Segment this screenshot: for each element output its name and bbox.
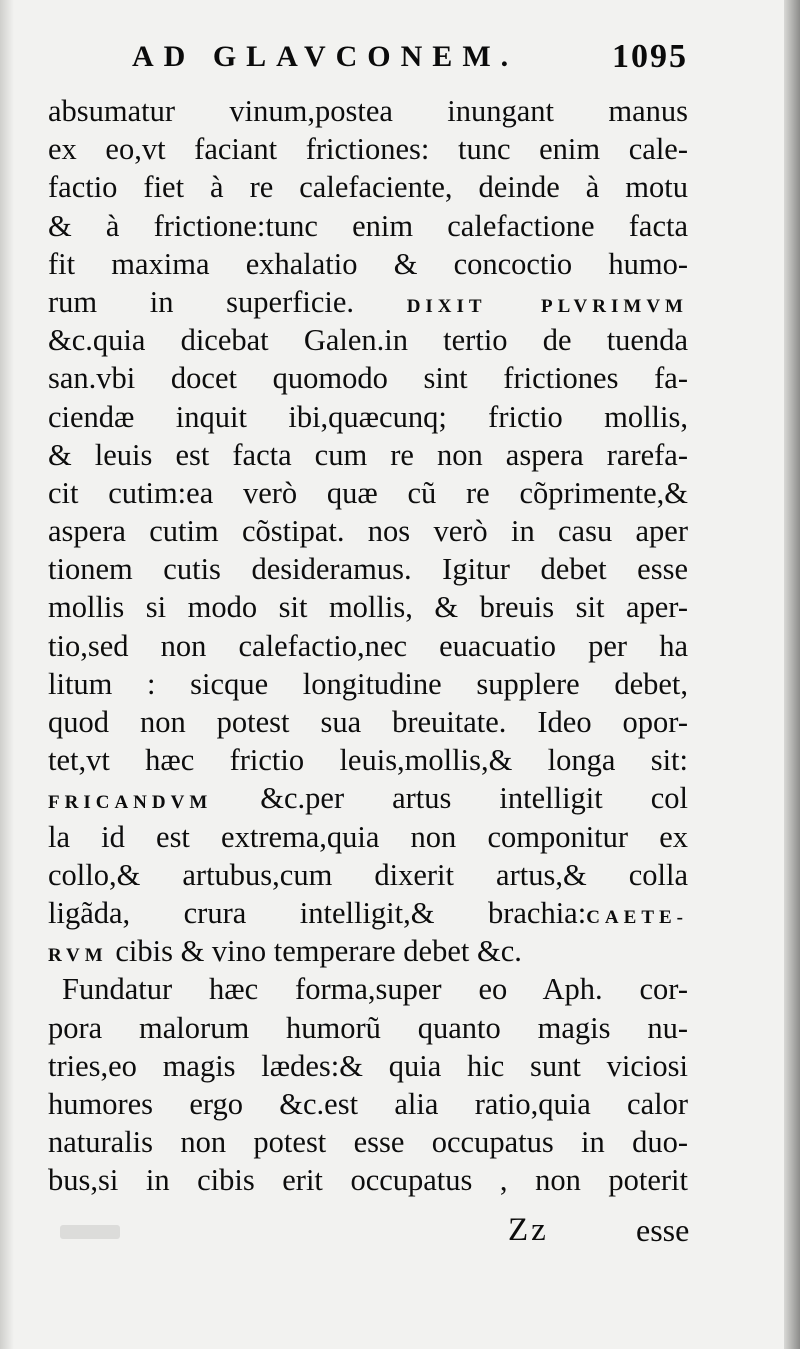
text-line: aspera cutim cõstipat. nos verò in casu aper bbox=[48, 514, 688, 549]
text-line: ciendæ inquit ibi,quæcunq; frictio mollis, bbox=[48, 399, 688, 434]
text-line: &c.quia dicebat Galen.in tertio de tuenda bbox=[48, 323, 688, 358]
text-line: pora malorum humorũ quanto magis nu- bbox=[48, 1010, 688, 1045]
lemma-small-caps: RVM bbox=[48, 945, 108, 967]
catchword: esse bbox=[636, 1212, 690, 1248]
page-number: 1095 bbox=[612, 38, 688, 75]
lemma-small-caps: CAETE- bbox=[586, 906, 688, 928]
text-line: fit maxima exhalatio & concoctio humo- bbox=[48, 246, 688, 281]
text-line: rum in superficie. DIXIT PLVRIMVM bbox=[48, 284, 688, 319]
page-footer bbox=[0, 1212, 800, 1262]
lemma-small-caps: FRICANDVM bbox=[48, 792, 213, 814]
text-line: san.vbi docet quomodo sint frictiones fa- bbox=[48, 361, 688, 396]
text-line: la id est extrema,quia non componitur ex bbox=[48, 819, 688, 854]
text-line: humores ergo &c.est alia ratio,quia calor bbox=[48, 1086, 688, 1121]
text-line: tio,sed non calefactio,nec euacuatio per ha bbox=[48, 628, 688, 663]
lemma-small-caps: DIXIT PLVRIMVM bbox=[406, 295, 688, 317]
text-line: tries,eo magis lædes:& quia hic sunt viciosi bbox=[48, 1048, 688, 1083]
text-line: ex eo,vt faciant frictiones: tunc enim cale- bbox=[48, 132, 688, 167]
text-line: naturalis non potest esse occupatus in duo- bbox=[48, 1125, 688, 1160]
signature-mark: Zz bbox=[508, 1212, 549, 1248]
text-line: & à frictione:tunc enim calefactione facta bbox=[48, 208, 688, 243]
text-line: factio fiet à re calefaciente, deinde à motu bbox=[48, 170, 688, 205]
text-line: ligãda, crura intelligit,& brachia:CAETE- bbox=[48, 895, 688, 930]
paragraph-first-line: Fundatur hæc forma,super eo Aph. cor- bbox=[62, 972, 688, 1007]
text-line: & leuis est facta cum re non aspera rarefa- bbox=[48, 437, 688, 472]
text-line: mollis si modo sit mollis, & breuis sit aper- bbox=[48, 590, 688, 625]
text-line: absumatur vinum,postea inungant manus bbox=[48, 94, 688, 128]
text-line: tet,vt hæc frictio leuis,mollis,& longa sit: bbox=[48, 743, 688, 778]
text-line: quod non potest sua breuitate. Ideo opor- bbox=[48, 705, 688, 739]
body-text bbox=[48, 92, 688, 1199]
text-line: bus,si in cibis erit occupatus , non poterit bbox=[48, 1163, 688, 1198]
running-title: AD GLAVCONEM. bbox=[132, 40, 519, 73]
page-edge-shadow bbox=[784, 0, 800, 1349]
text-line: collo,& artubus,cum dixerit artus,& colla bbox=[48, 857, 688, 892]
text-line: litum : sicque longitudine supplere debet, bbox=[48, 666, 688, 701]
text-line: RVM cibis & vino temperare debet &c. bbox=[48, 934, 522, 969]
text-line: FRICANDVM &c.per artus intelligit col bbox=[48, 781, 688, 816]
page-gutter-shadow bbox=[0, 0, 14, 1349]
text-line: tionem cutis desideramus. Igitur debet esse bbox=[48, 552, 688, 587]
running-head bbox=[0, 40, 800, 90]
text-line: cit cutim:ea verò quæ cũ re cõprimente,& bbox=[48, 475, 688, 510]
